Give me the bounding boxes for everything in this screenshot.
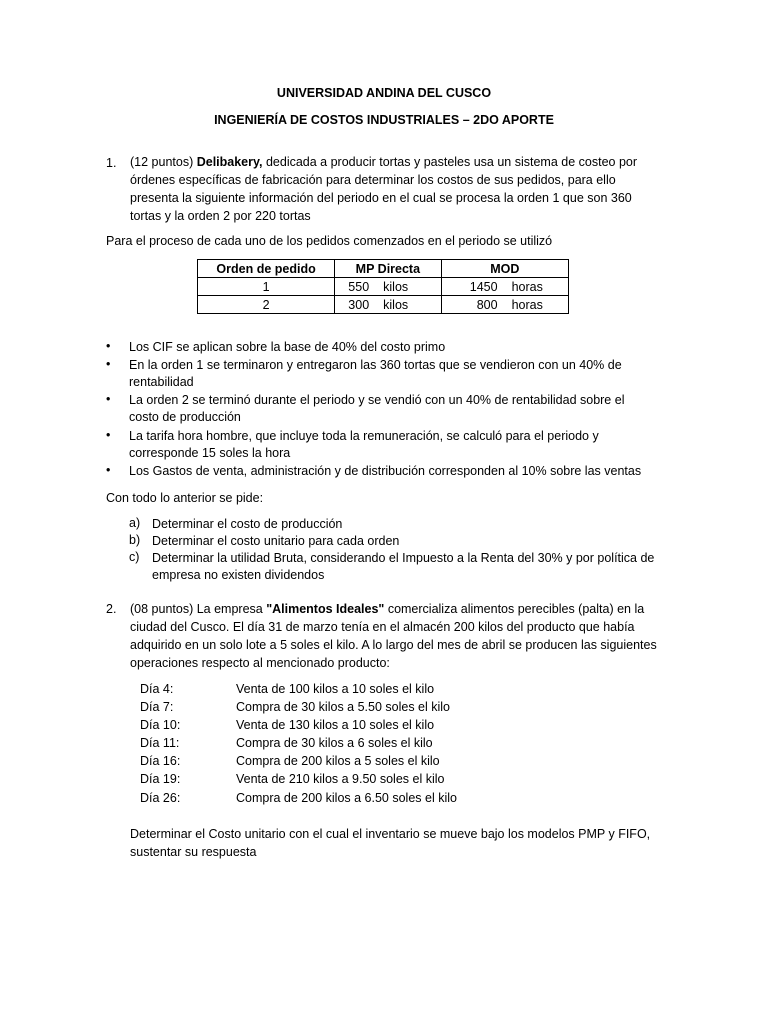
bullet-icon: • (106, 339, 111, 353)
operation-day: Día 26: (140, 791, 181, 805)
operation-day: Día 11: (140, 736, 180, 750)
col-header-mp: MP Directa (335, 260, 441, 278)
cell-mp: 300 kilos (335, 296, 441, 314)
order-table (197, 259, 569, 314)
q2-company-pre: La empresa (196, 602, 267, 616)
bullet-text: La tarifa hora hombre, que incluye toda la remuneración, se calculó para el periodo y (129, 429, 599, 443)
item-text: Determinar el costo unitario para cada orden (152, 534, 400, 548)
operation-text: Venta de 100 kilos a 10 soles el kilo (236, 682, 435, 696)
q2-final-line2: sustentar su respuesta (130, 845, 257, 859)
q2-line2: ciudad del Cusco. El día 31 de marzo tenía en el almacén 200 kilos del producto que había (130, 620, 635, 634)
cell-mp: 550 kilos (335, 278, 441, 296)
course-title: INGENIERÍA DE COSTOS INDUSTRIALES – 2DO APORTE (214, 113, 554, 127)
bullet-text-cont: corresponde 15 soles la hora (129, 446, 291, 460)
table-header-row (198, 260, 569, 278)
operation-text: Compra de 30 kilos a 6 soles el kilo (236, 736, 433, 750)
q2-number: 2. (106, 602, 117, 616)
item-text: Determinar el costo de producción (152, 517, 343, 531)
q1-number: 1. (106, 156, 117, 170)
q2-line1 (130, 600, 675, 618)
cell-mod: 1450 horas (441, 278, 568, 296)
operation-day: Día 16: (140, 754, 181, 768)
bullet-icon: • (106, 357, 111, 371)
bullet-text: Los Gastos de venta, administración y de distribución corresponden al 10% sobre las ventas (129, 464, 642, 478)
q1-line1-rest: dedicada a producir tortas y pasteles usa un sistema de costeo por (262, 155, 638, 169)
bullet-text: En la orden 1 se terminaron y entregaron las 360 tortas que se vendieron con un 40% de (129, 358, 622, 372)
bullet-text: Los CIF se aplican sobre la base de 40% del costo primo (129, 340, 446, 354)
table-row (198, 296, 569, 314)
q1-ask: Con todo lo anterior se pide: (106, 491, 264, 505)
q2-company: "Alimentos Ideales" (266, 602, 385, 616)
col-header-order: Orden de pedido (198, 260, 335, 278)
bullet-icon: • (106, 428, 111, 442)
q1-line1 (130, 153, 675, 171)
operation-day: Día 10: (140, 718, 181, 732)
item-text-cont: empresa no existen dividendos (152, 568, 325, 582)
bullet-text-cont: costo de producción (129, 410, 241, 424)
table-row (198, 278, 569, 296)
item-label: c) (129, 550, 140, 564)
q2-paragraph (130, 600, 675, 672)
q1-intro: Para el proceso de cada uno de los pedidos comenzados en el periodo se utilizó (106, 234, 553, 248)
col-header-mod: MOD (441, 260, 568, 278)
q1-company: Delibakery, (196, 155, 263, 169)
operation-day: Día 4: (140, 682, 174, 696)
bullet-icon: • (106, 463, 111, 477)
q2-final-line1: Determinar el Costo unitario con el cual el inventario se mueve bajo los modelos PMP y FIFO, (130, 827, 651, 841)
operation-text: Venta de 210 kilos a 9.50 soles el kilo (236, 772, 445, 786)
operation-text: Compra de 200 kilos a 6.50 soles el kilo (236, 791, 457, 805)
bullet-text: La orden 2 se terminó durante el periodo y se vendió con un 40% de rentabilidad sobre el (129, 393, 625, 407)
item-label: b) (129, 533, 141, 547)
cell-order: 1 (198, 278, 335, 296)
q1-paragraph (130, 153, 675, 225)
q1-line4: tortas y la orden 2 por 220 tortas (130, 209, 311, 223)
q1-line2: órdenes específicas de fabricación para determinar los costos de sus pedidos, para ello (130, 173, 616, 187)
q2-final (130, 825, 690, 861)
q2-line3: adquirido en un solo lote a 5 soles el kilo. A lo largo del mes de abril se producen las siguientes (130, 638, 657, 652)
operation-text: Compra de 200 kilos a 5 soles el kilo (236, 754, 440, 768)
q1-line3: presenta la siguiente información del periodo en el cual se procesa la orden 1 que son 360 (130, 191, 632, 205)
operation-text: Compra de 30 kilos a 5.50 soles el kilo (236, 700, 451, 714)
operation-text: Venta de 130 kilos a 10 soles el kilo (236, 718, 435, 732)
bullet-icon: • (106, 392, 111, 406)
bullet-text-cont: rentabilidad (129, 375, 194, 389)
operation-day: Día 19: (140, 772, 181, 786)
item-text: Determinar la utilidad Bruta, considerando el Impuesto a la Renta del 30% y por política de (152, 551, 655, 565)
q2-points: (08 puntos) (130, 602, 194, 616)
q2-line4: operaciones respecto al mencionado producto: (130, 656, 390, 670)
q2-line1-rest: comercializa alimentos perecibles (palta) en la (384, 602, 645, 616)
cell-order: 2 (198, 296, 335, 314)
cell-mod: 800 horas (441, 296, 568, 314)
item-label: a) (129, 516, 141, 530)
operation-day: Día 7: (140, 700, 174, 714)
q1-points: (12 puntos) (130, 155, 194, 169)
university-title: UNIVERSIDAD ANDINA DEL CUSCO (276, 86, 492, 100)
